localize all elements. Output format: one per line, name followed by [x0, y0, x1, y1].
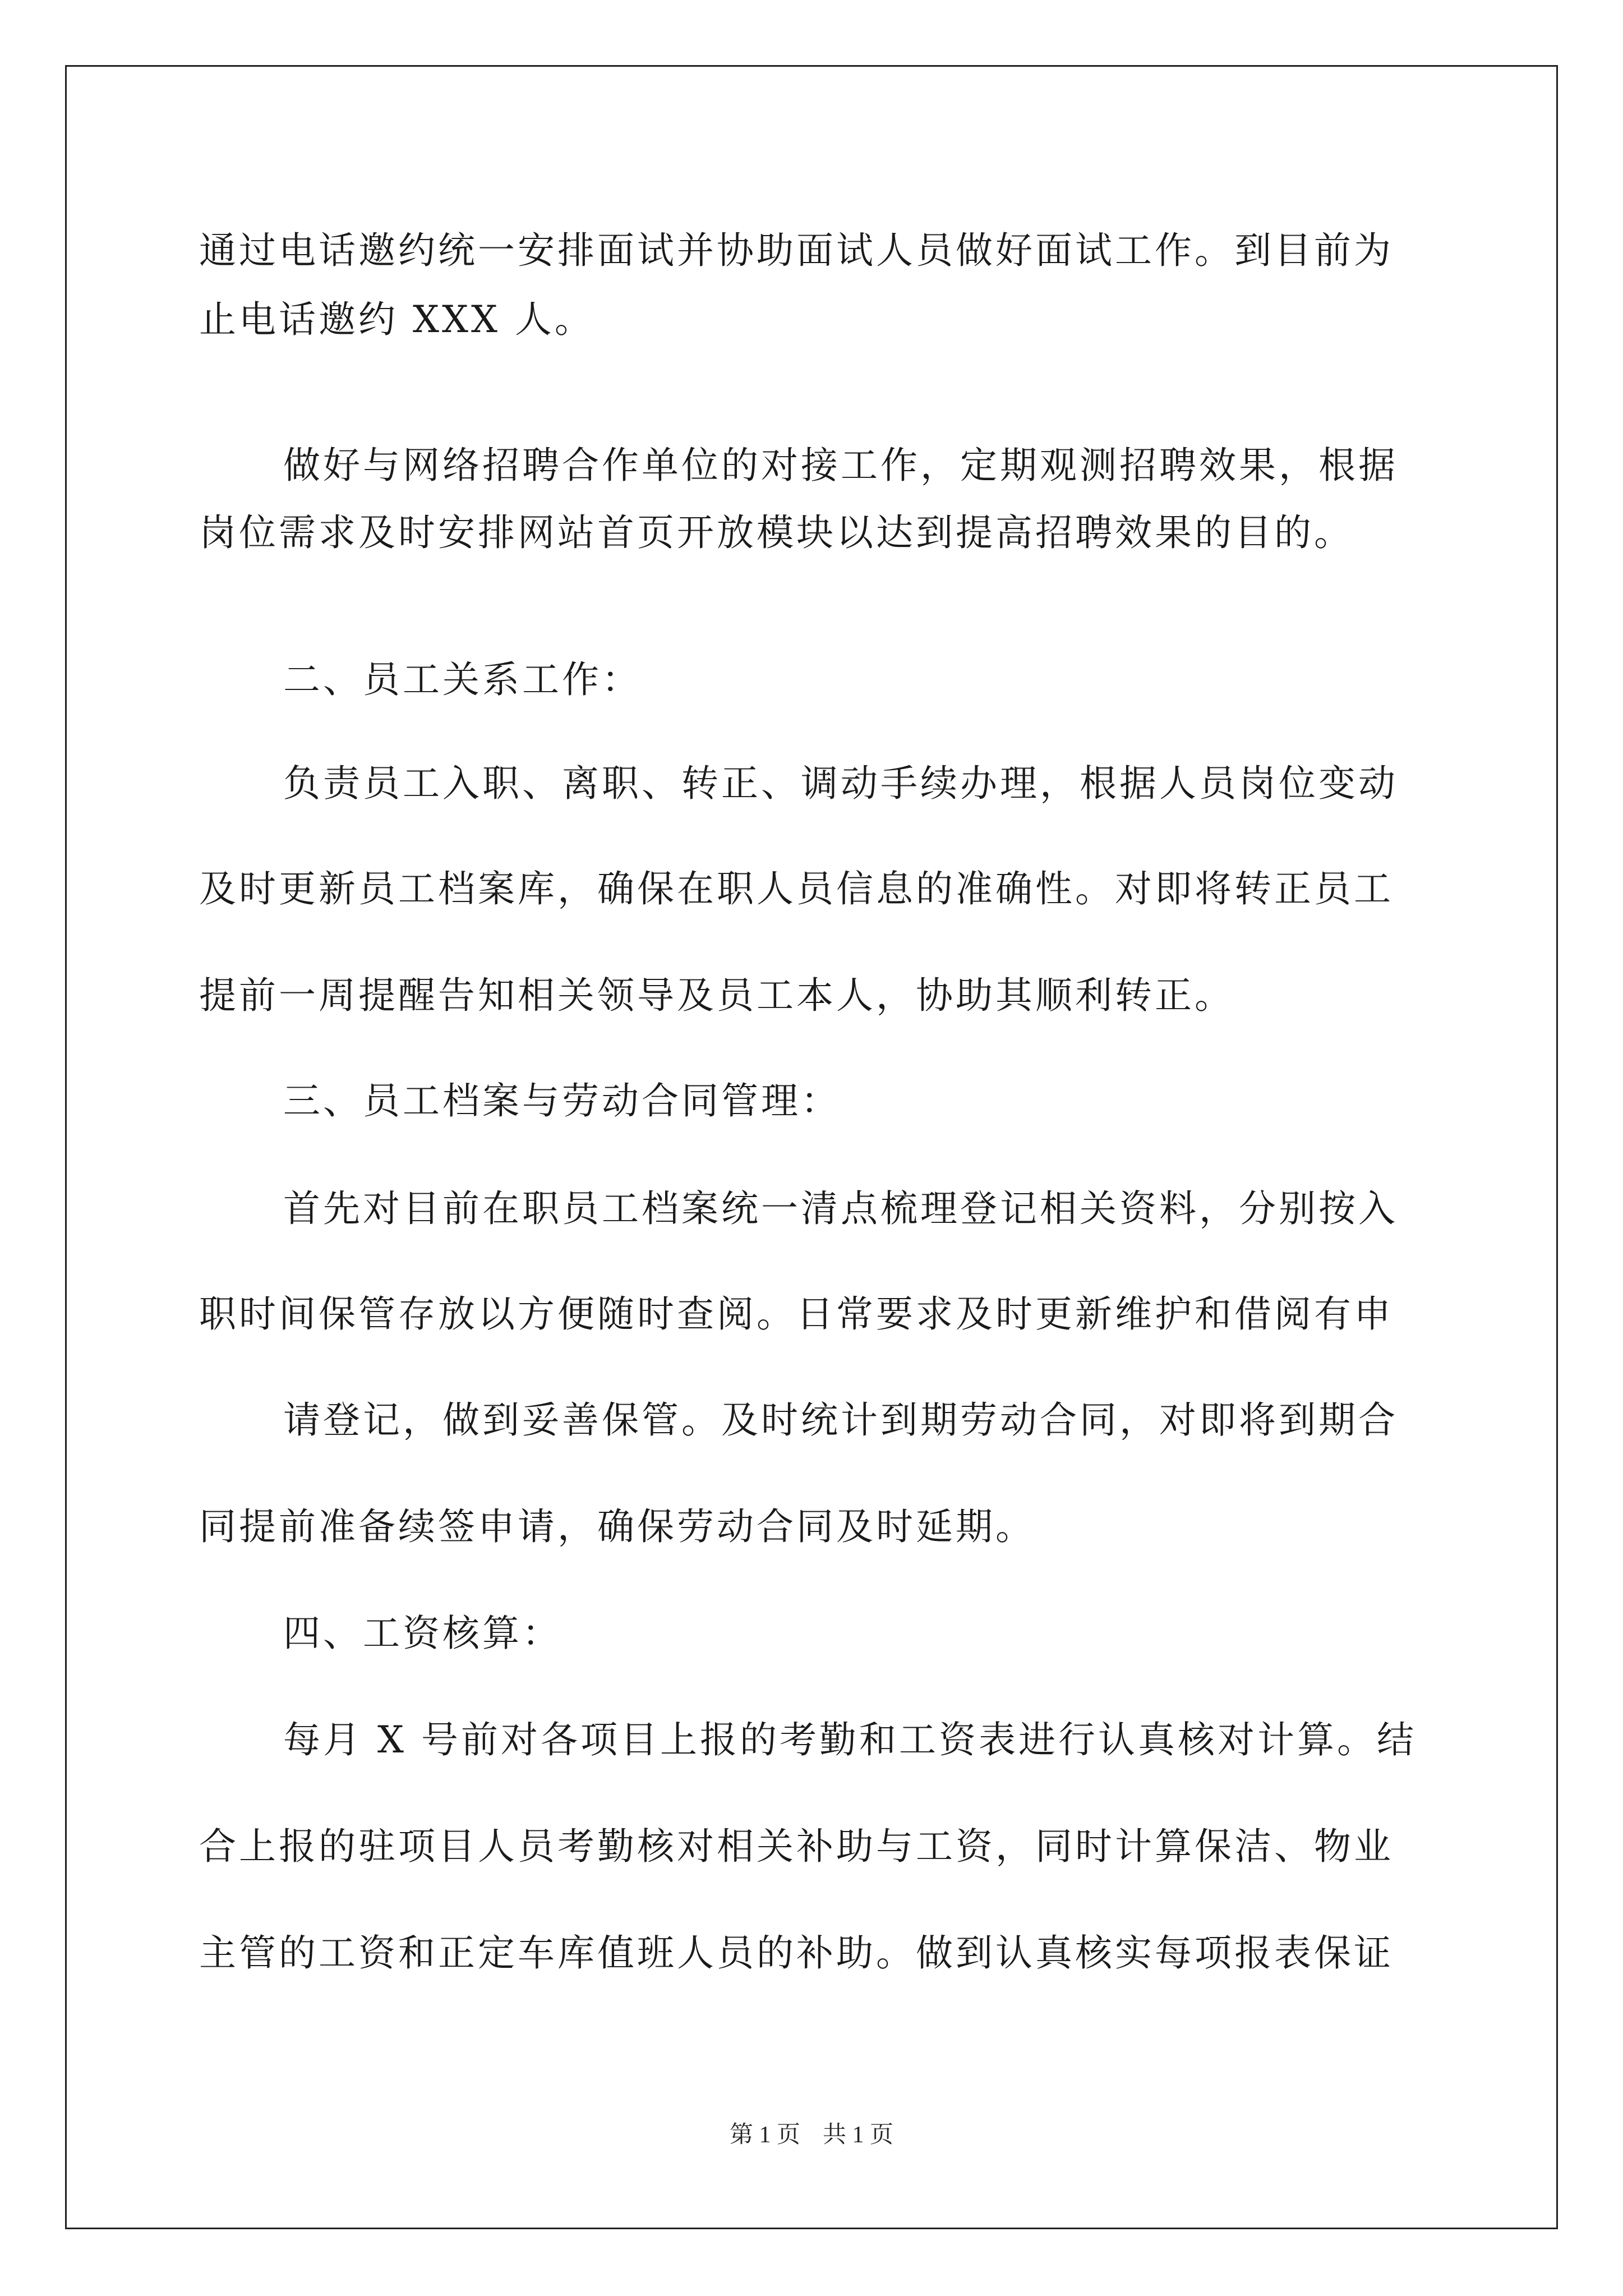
- body-line: 止电话邀约 XXX 人。: [199, 298, 594, 341]
- page-total: 共 1 页: [823, 2122, 894, 2148]
- body-line: 提前一周提醒告知相关领导及员工本人，协助其顺利转正。: [199, 974, 1234, 1017]
- body-line: 通过电话邀约统一安排面试并协助面试人员做好面试工作。到目前为: [199, 229, 1394, 272]
- body-line: 主管的工资和正定车库值班人员的补助。做到认真核实每项报表保证: [199, 1931, 1394, 1975]
- body-line: 同提前准备续签申请，确保劳动合同及时延期。: [199, 1505, 1035, 1548]
- body-line: 负责员工入职、离职、转正、调动手续办理，根据人员岗位变动: [283, 762, 1398, 805]
- body-line: 请登记，做到妥善保管。及时统计到期劳动合同，对即将到期合: [283, 1398, 1398, 1442]
- body-line: 职时间保管存放以方便随时查阅。日常要求及时更新维护和借阅有申: [199, 1292, 1394, 1336]
- section-heading: 四、工资核算：: [283, 1612, 562, 1655]
- body-line: 每月 X 号前对各项目上报的考勤和工资表进行认真核对计算。结: [283, 1718, 1417, 1761]
- body-line: 首先对目前在职员工档案统一清点梳理登记相关资料，分别按入: [283, 1187, 1398, 1230]
- body-line: 合上报的驻项目人员考勤核对相关补助与工资，同时计算保洁、物业: [199, 1825, 1394, 1868]
- section-heading: 三、员工档案与劳动合同管理：: [283, 1079, 841, 1122]
- body-line: 做好与网络招聘合作单位的对接工作，定期观测招聘效果，根据: [283, 444, 1398, 487]
- section-heading: 二、员工关系工作：: [283, 658, 642, 701]
- page-border: [65, 65, 1558, 2229]
- page-number: 第 1 页: [729, 2122, 800, 2148]
- body-line: 及时更新员工档案库，确保在职人员信息的准确性。对即将转正员工: [199, 867, 1394, 910]
- body-line: 岗位需求及时安排网站首页开放模块以达到提高招聘效果的目的。: [199, 511, 1354, 554]
- page-footer: [0, 2119, 1623, 2151]
